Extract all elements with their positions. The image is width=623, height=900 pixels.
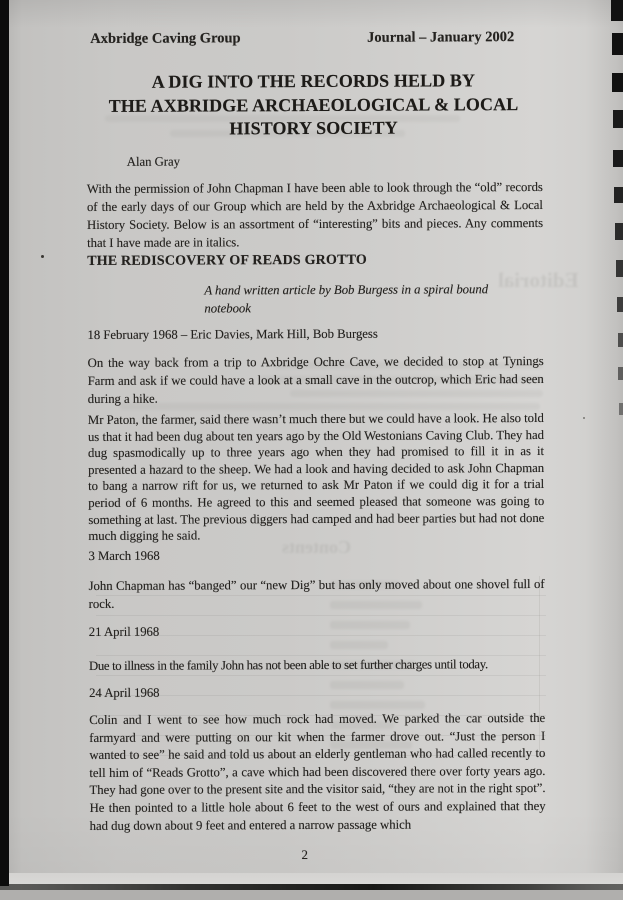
note-line: A hand written article by Bob Burgess in a spiral bound	[204, 282, 489, 298]
scan-background-strip	[0, 890, 623, 900]
binding-mark	[618, 367, 623, 380]
showthrough-editorial-heading: Editorial	[498, 268, 579, 292]
journal-issue: Journal – January 2002	[367, 29, 515, 46]
article-title-line: A DIG INTO THE RECORDS HELD BY	[151, 70, 476, 92]
binding-mark	[617, 297, 623, 312]
binding-mark	[613, 110, 623, 128]
binding-mark	[612, 73, 623, 92]
article-title-line: THE AXBRIDGE ARCHAEOLOGICAL & LOCAL	[108, 93, 519, 116]
binding-mark	[615, 223, 623, 240]
binding-mark	[618, 333, 623, 347]
entry-paragraph: On the way back from a trip to Axbridge Ochre Cave, we decided to stop at Tynings Farm and ask if we could have a look at a small cave in the outcrop, which Eric had seen during a hike.	[87, 353, 544, 406]
entry-date: 21 April 1968	[88, 624, 160, 639]
binding-mark	[611, 0, 623, 21]
author-name: Alan Gray	[126, 154, 180, 169]
journal-name: Axbridge Caving Group	[90, 30, 241, 47]
running-header	[86, 29, 542, 48]
binding-mark	[614, 187, 623, 203]
binding-mark	[616, 260, 623, 277]
intro-paragraph: With the permission of John Chapman I have been able to look through the “old” records of the early days of our Group which are held by the Axbridge Archaeological & Local History Society. Below is an assortment of “interesting” bits and pieces. Any comments that I have made are in italics.	[86, 179, 544, 250]
page-bottom-highlight	[0, 873, 623, 884]
article-title	[58, 69, 568, 142]
article-title-line: HISTORY SOCIETY	[229, 117, 398, 139]
binding-mark	[619, 403, 623, 415]
showthrough-contents-heading: Contents	[282, 537, 352, 557]
section-heading: THE REDISCOVERY OF READS GROTTO	[87, 252, 368, 269]
entry-paragraph: Colin and I went to see how much rock had moved. We parked the car outside the farmyard and were putting on our kit when the farmer drove out. “Just the person I wanted to see” he said and told us about an elderly gentleman who had called recently to tell him of “Reads Grotto”, a cave which had been discovered there over forty years ago. They had gone over to the present site and the visitor said, “they are not in the right spot”. He then pointed to a little hole about 6 feet to the west of ours and explained that they had dug down about 9 feet and entered a narrow passage which	[89, 710, 546, 833]
ink-speck	[41, 255, 44, 258]
page-number: 2	[301, 847, 309, 863]
ink-speck	[583, 417, 585, 419]
entry-paragraph: John Chapman has “banged” our “new Dig” but has only moved about one shovel full of rock.	[88, 576, 545, 611]
note-line: notebook	[204, 301, 251, 316]
scan-edge-bar	[0, 0, 9, 886]
handwritten-note-reference	[204, 280, 504, 317]
entry-paragraph: Due to illness in the family John has not been able to set further charges until today.	[88, 657, 488, 673]
binding-mark	[612, 33, 623, 55]
entry-paragraph: Mr Paton, the farmer, said there wasn’t much there but we could have a look. He also told us that it had been dug about ten years ago by the Old Westonians Caving Club. They had dug spasmodically up to three years ago when they had promised to fill it in as it presented a hazard to the sheep. We had a look and having decided to ask John Chapman to bang a narrow rift for us, we returned to ask Mr Paton if we could dig it for a trial period of 6 months. He agreed to this and seemed pleased that someone was going to something at last. The previous diggers had camped and had beer parties but had not done much digging he said.	[87, 410, 545, 544]
entry-date: 3 March 1968	[88, 548, 160, 563]
entry-date: 18 February 1968 – Eric Davies, Mark Hill, Bob Burgess	[87, 326, 378, 342]
entry-date: 24 April 1968	[89, 685, 160, 700]
binding-mark	[613, 150, 623, 167]
